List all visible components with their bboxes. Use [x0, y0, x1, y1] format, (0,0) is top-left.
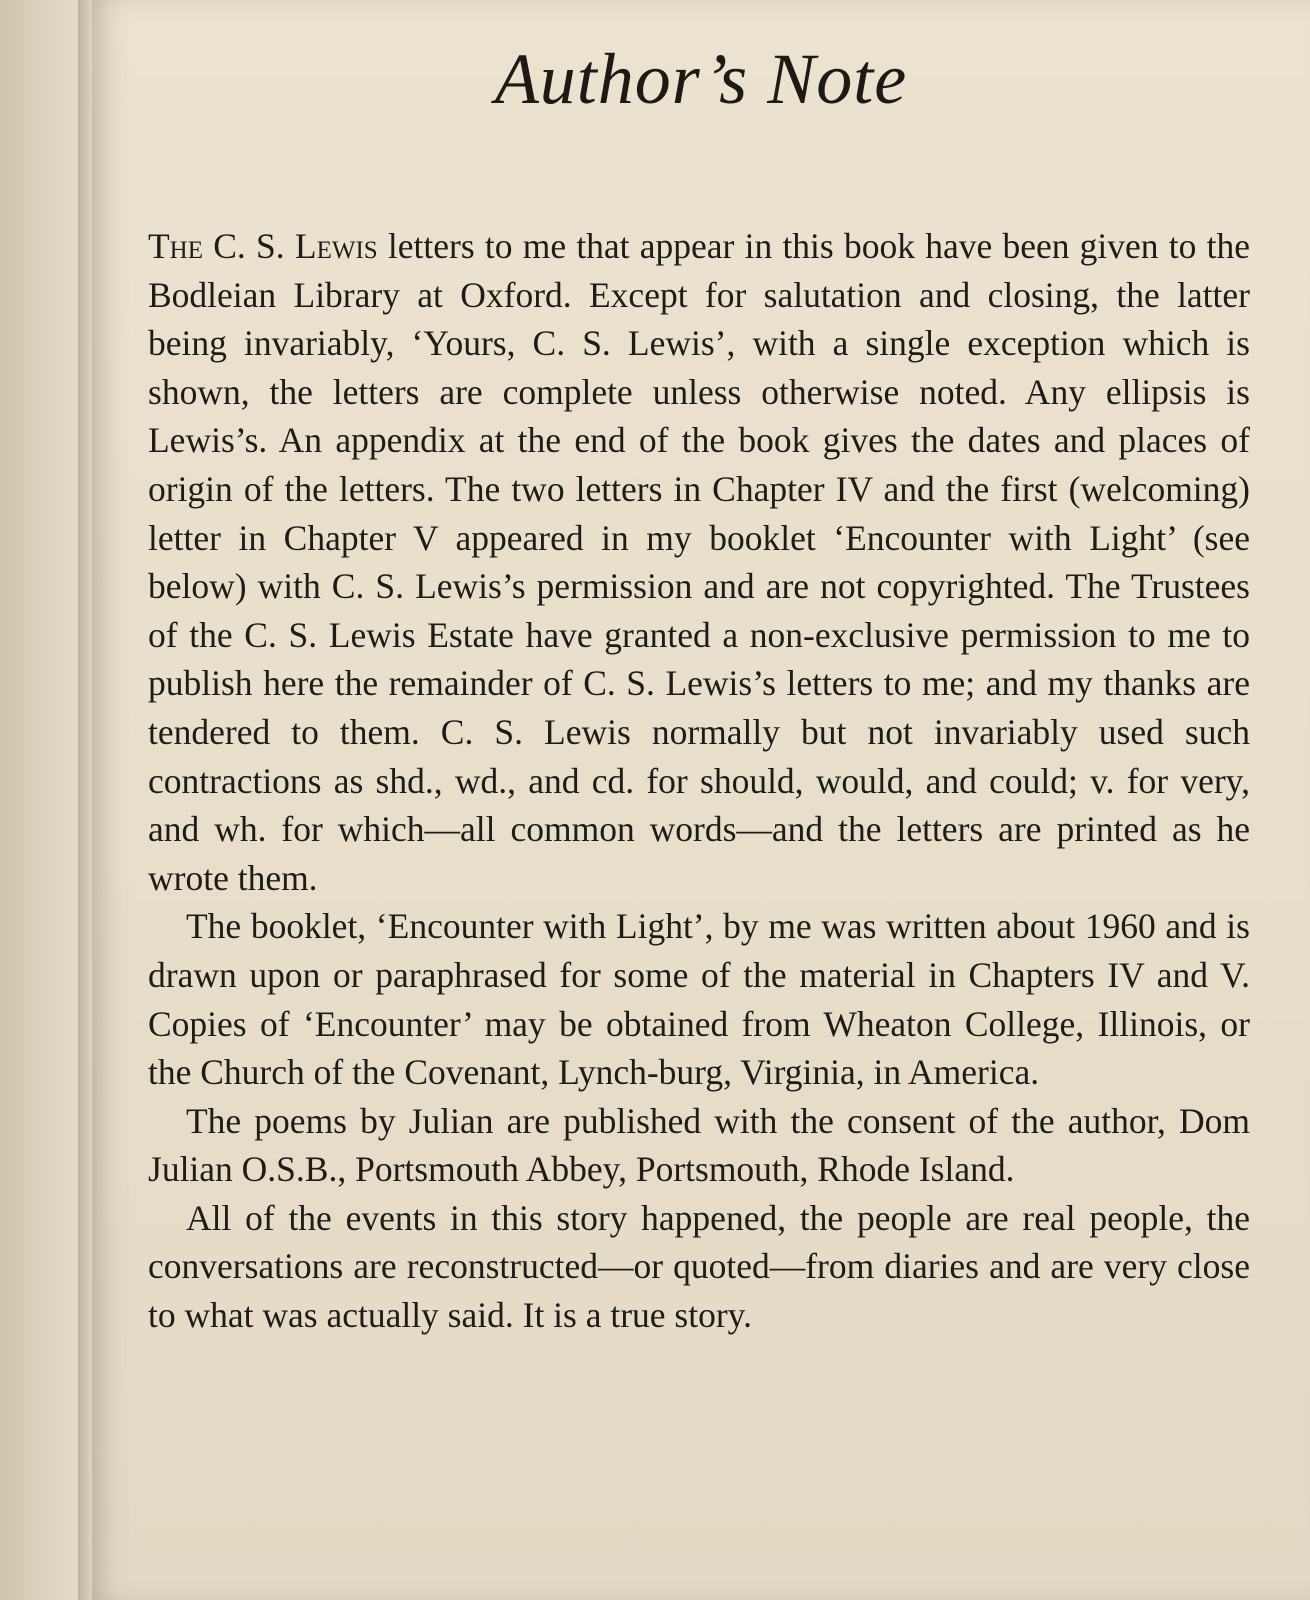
paragraph-1-lead-mid: C. S.	[203, 226, 295, 266]
book-page	[92, 0, 1310, 1600]
page-title: Author’s Note	[494, 39, 908, 119]
paragraph-1	[148, 222, 1250, 902]
paragraph-1-lead-smallcaps: The	[148, 226, 204, 266]
paragraph-2: The booklet, ‘Encounter with Light’, by me was written about 1960 and is drawn upon or paraphrased for some of the material in Chapters IV and V. Copies of ‘Encounter’ may be obtained from Wheaton College, Illinois, or the Church of the Covenant, Lynch-burg, Virginia, in America.	[148, 906, 1250, 1093]
paragraph-1-text: letters to me that appear in this book have been given to the Bodleian Library at Oxford. Except for salutation and closing, the latter being invariably, ‘Yours, C. S. Lewis’, with a single exception which is shown, the letters are complete unless otherwise noted. Any ellipsis is Lewis’s. An appendix at the end of the book gives the dates and places of origin of the letters. The two letters in Chapter IV and the first (welcoming) letter in Chapter V appeared in my booklet ‘Encounter with Light’ (see below) with C. S. Lewis’s permission and are not copyrighted. The Trustees of the C. S. Lewis Estate have granted a non-exclusive permission to me to publish here the remainder of C. S. Lewis’s letters to me; and my thanks are tendered to them. C. S. Lewis normally but not invariably used such contractions as shd., wd., and cd. for should, would, and could; v. for very, and wh. for which—all common words—and the letters are printed as he wrote them.	[148, 226, 1250, 898]
paragraph-3: The poems by Julian are published with the consent of the author, Dom Julian O.S.B., Portsmouth Abbey, Portsmouth, Rhode Island.	[148, 1100, 1250, 1190]
author-note-body	[148, 222, 1250, 1340]
paragraph-4: All of the events in this story happened, the people are real people, the conversations are reconstructed—or quoted—from diaries and are very close to what was actually said. It is a true story.	[148, 1197, 1250, 1336]
paragraph-1-lead-smallcaps-2: Lewis	[294, 226, 378, 266]
